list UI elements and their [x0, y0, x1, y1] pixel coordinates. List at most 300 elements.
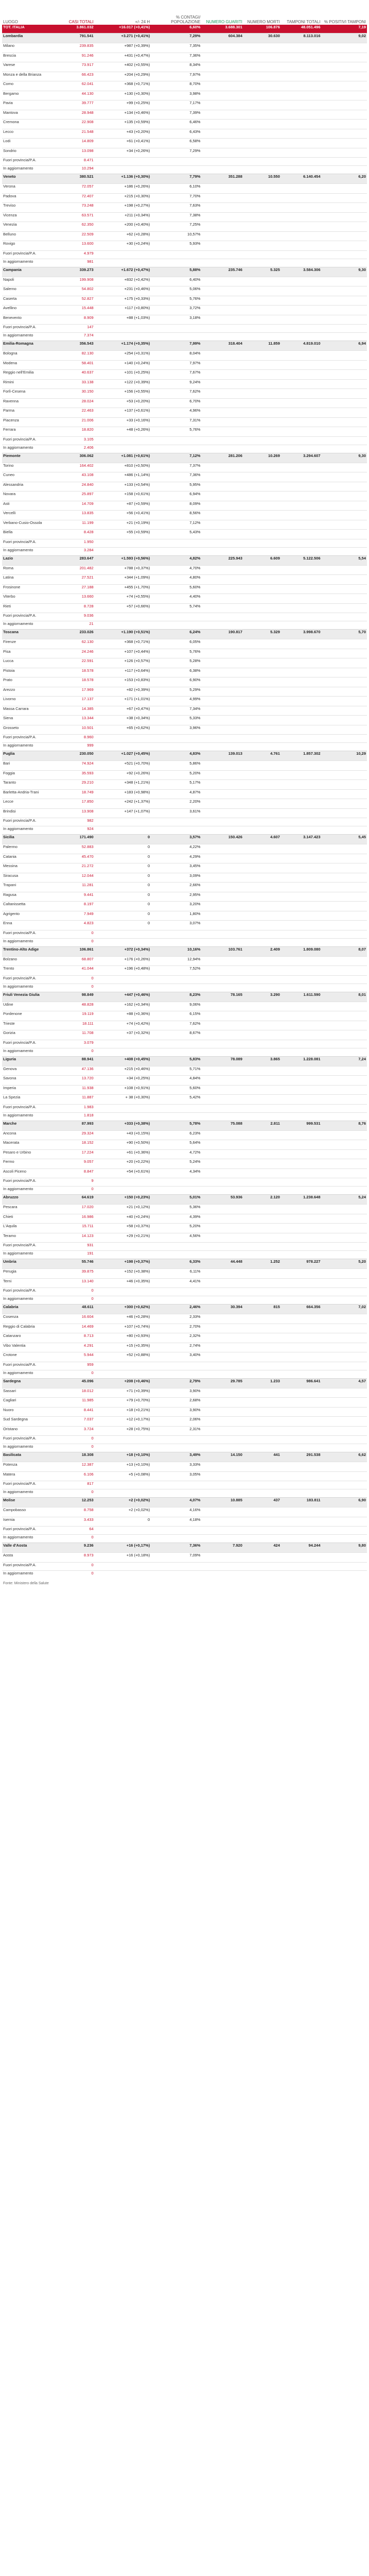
- region-row[interactable]: [2, 1543, 367, 1553]
- empty-cell: [243, 1462, 281, 1472]
- empty-cell: [201, 1489, 243, 1498]
- province-name: Napoli: [2, 277, 45, 286]
- empty-cell: [201, 668, 243, 677]
- empty-cell: [243, 1224, 281, 1233]
- agg-row-cases: 10.294: [45, 166, 94, 174]
- empty-cell: [151, 1535, 201, 1543]
- province-cases: 17.137: [45, 697, 94, 706]
- province-pct: 3,33%: [151, 1462, 201, 1472]
- region-tests: 986.641: [281, 1378, 322, 1388]
- agg-row-label: In aggiornamento: [2, 1489, 45, 1498]
- empty-cell: [243, 1076, 281, 1086]
- region-row[interactable]: [2, 1452, 367, 1462]
- agg-row-label: In aggiornamento: [2, 1296, 45, 1304]
- empty-cell: [201, 184, 243, 194]
- empty-cell: [281, 1553, 322, 1563]
- empty-cell: [201, 584, 243, 594]
- province-name: Rovigo: [2, 241, 45, 251]
- fuori-row-cases: 4.979: [45, 250, 94, 259]
- empty-cell: [322, 649, 367, 658]
- empty-cell: [322, 1159, 367, 1169]
- empty-cell: [243, 333, 281, 341]
- province-delta: +28 (+0,75%): [95, 1426, 151, 1436]
- empty-cell: [322, 761, 367, 771]
- empty-cell: [151, 1481, 201, 1489]
- province-name: Terni: [2, 1278, 45, 1288]
- province-delta: +67 (+0,47%): [95, 706, 151, 716]
- empty-cell: [322, 902, 367, 911]
- region-row[interactable]: [2, 1056, 367, 1066]
- empty-cell: [322, 110, 367, 120]
- province-name: Mantova: [2, 110, 45, 120]
- empty-cell: [95, 1370, 151, 1378]
- region-row[interactable]: [2, 341, 367, 351]
- province-delta: +152 (+0,38%): [95, 1269, 151, 1279]
- empty-cell: [322, 1527, 367, 1535]
- province-delta: +87 (+0,59%): [95, 501, 151, 511]
- empty-cell: [201, 1021, 243, 1030]
- total-cases: 3.861.032: [45, 25, 94, 33]
- province-pct: 8,04%: [151, 351, 201, 361]
- fuori-row-label: Fuori provincia/P.A.: [2, 930, 45, 938]
- empty-cell: [243, 938, 281, 946]
- province-delta: +368 (+0,71%): [95, 639, 151, 649]
- province-pct: 7,17%: [151, 100, 201, 110]
- total-pct: 6,60%: [151, 25, 201, 33]
- empty-cell: [281, 1535, 322, 1543]
- province-row: [2, 1130, 367, 1140]
- empty-cell: [281, 360, 322, 370]
- empty-cell: [281, 613, 322, 621]
- region-row[interactable]: [2, 1378, 367, 1388]
- region-delta: +1.593 (+0,56%): [95, 555, 151, 565]
- region-deaths: 437: [243, 1498, 281, 1507]
- empty-cell: [281, 799, 322, 809]
- empty-cell: [151, 1048, 201, 1056]
- province-pct: 7,97%: [151, 360, 201, 370]
- province-pct: 5,20%: [151, 770, 201, 780]
- col-morti[interactable]: NUMERO MORTI: [247, 20, 280, 24]
- province-name: Catanzaro: [2, 1333, 45, 1343]
- agg-row-label: In aggiornamento: [2, 1048, 45, 1056]
- province-pct: 5,76%: [151, 649, 201, 658]
- empty-cell: [243, 826, 281, 835]
- province-row: [2, 472, 367, 482]
- empty-cell: [201, 110, 243, 120]
- province-pct: 3,90%: [151, 1388, 201, 1398]
- empty-cell: [322, 770, 367, 780]
- province-pct: 4,39%: [151, 1214, 201, 1224]
- empty-cell: [322, 501, 367, 511]
- empty-cell: [201, 1251, 243, 1259]
- province-cases: 18.111: [45, 1021, 94, 1030]
- empty-cell: [281, 547, 322, 555]
- province-cases: 72.407: [45, 193, 94, 203]
- empty-cell: [281, 306, 322, 315]
- province-cases: 8.713: [45, 1333, 94, 1343]
- empty-cell: [322, 1562, 367, 1570]
- empty-cell: [243, 445, 281, 453]
- province-cases: 7.949: [45, 911, 94, 921]
- province-cases: 74.924: [45, 761, 94, 771]
- region-name: Lombardia: [2, 33, 45, 43]
- empty-cell: [243, 1314, 281, 1324]
- empty-cell: [201, 398, 243, 408]
- empty-cell: [201, 575, 243, 585]
- province-pct: 4,56%: [151, 1233, 201, 1243]
- empty-cell: [201, 1507, 243, 1517]
- empty-cell: [322, 975, 367, 984]
- empty-cell: [281, 1570, 322, 1579]
- empty-cell: [201, 1104, 243, 1112]
- province-cases: 48.828: [45, 1002, 94, 1011]
- empty-cell: [322, 139, 367, 148]
- empty-cell: [281, 241, 322, 251]
- province-delta: 0: [95, 844, 151, 854]
- region-deaths: 10.269: [243, 453, 281, 463]
- empty-cell: [322, 658, 367, 668]
- empty-cell: [322, 530, 367, 539]
- empty-cell: [243, 911, 281, 921]
- province-cases: 8.428: [45, 530, 94, 539]
- province-name: Sud Sardegna: [2, 1417, 45, 1427]
- empty-cell: [201, 603, 243, 613]
- province-row: [2, 1168, 367, 1178]
- empty-cell: [281, 902, 322, 911]
- empty-cell: [243, 584, 281, 594]
- province-delta: +18 (+0,21%): [95, 1407, 151, 1417]
- region-row[interactable]: [2, 174, 367, 184]
- province-name: Messina: [2, 863, 45, 873]
- fuori-row: [2, 818, 367, 826]
- empty-cell: [322, 315, 367, 325]
- empty-cell: [243, 1535, 281, 1543]
- empty-cell: [201, 472, 243, 482]
- empty-cell: [243, 1233, 281, 1243]
- col-ratio[interactable]: % POSITIVI TAMPONI: [324, 20, 366, 24]
- region-pct: 7,99%: [151, 341, 201, 351]
- empty-cell: [243, 231, 281, 241]
- province-name: Avellino: [2, 306, 45, 315]
- province-delta: +126 (+0,57%): [95, 658, 151, 668]
- province-delta: +46 (+0,28%): [95, 1314, 151, 1324]
- empty-cell: [322, 1205, 367, 1214]
- region-row[interactable]: [2, 1259, 367, 1269]
- region-pct: 3,57%: [151, 835, 201, 844]
- empty-cell: [151, 158, 201, 166]
- empty-cell: [281, 1444, 322, 1452]
- province-delta: +176 (+0,26%): [95, 956, 151, 966]
- empty-cell: [201, 193, 243, 203]
- fuori-row-label: Fuori provincia/P.A.: [2, 613, 45, 621]
- empty-cell: [322, 1324, 367, 1333]
- empty-cell: [201, 222, 243, 232]
- empty-cell: [201, 286, 243, 296]
- empty-cell: [243, 956, 281, 966]
- empty-cell: [243, 306, 281, 315]
- empty-cell: [201, 436, 243, 445]
- empty-cell: [243, 1002, 281, 1011]
- empty-cell: [281, 1076, 322, 1086]
- empty-cell: [243, 463, 281, 472]
- col-guariti[interactable]: NUMERO GUARITI: [206, 20, 242, 24]
- fuori-row-cases: 1.983: [45, 1104, 94, 1112]
- empty-cell: [243, 1130, 281, 1140]
- region-name: Toscana: [2, 630, 45, 639]
- province-row: [2, 351, 367, 361]
- region-ratio: 6,90: [322, 1498, 367, 1507]
- province-pct: 7,62%: [151, 1021, 201, 1030]
- empty-cell: [201, 1076, 243, 1086]
- province-pct: 6,10%: [151, 184, 201, 194]
- col-delta[interactable]: +/- 24 H: [135, 20, 150, 24]
- empty-cell: [322, 613, 367, 621]
- empty-cell: [281, 854, 322, 863]
- province-name: Siracusa: [2, 873, 45, 883]
- agg-row: [2, 1296, 367, 1304]
- region-name: Campania: [2, 267, 45, 277]
- empty-cell: [322, 231, 367, 241]
- empty-cell: [201, 1417, 243, 1427]
- region-delta: +1.190 (+0,51%): [95, 630, 151, 639]
- region-row[interactable]: [2, 1195, 367, 1205]
- region-row[interactable]: [2, 267, 367, 277]
- province-name: Lucca: [2, 658, 45, 668]
- empty-cell: [322, 1048, 367, 1056]
- empty-cell: [322, 883, 367, 892]
- empty-cell: [201, 1030, 243, 1040]
- agg-row-label: In aggiornamento: [2, 1251, 45, 1259]
- empty-cell: [322, 1112, 367, 1121]
- region-row[interactable]: [2, 555, 367, 565]
- province-cases: 18.749: [45, 789, 94, 799]
- empty-cell: [281, 511, 322, 520]
- province-delta: +175 (+0,33%): [95, 296, 151, 306]
- province-pct: 5,71%: [151, 1066, 201, 1076]
- province-pct: 6,11%: [151, 1269, 201, 1279]
- province-pct: 3,45%: [151, 863, 201, 873]
- empty-cell: [201, 1570, 243, 1579]
- fuori-row: [2, 1481, 367, 1489]
- fuori-row: [2, 1362, 367, 1370]
- empty-cell: [243, 1417, 281, 1427]
- province-cases: 47.136: [45, 1066, 94, 1076]
- empty-cell: [322, 1553, 367, 1563]
- region-tests: 3.584.306: [281, 267, 322, 277]
- region-row[interactable]: [2, 992, 367, 1002]
- empty-cell: [322, 1168, 367, 1178]
- col-casi[interactable]: CASI TOTALI: [68, 20, 94, 24]
- empty-cell: [281, 72, 322, 81]
- province-name: Gorizia: [2, 1030, 45, 1040]
- province-cases: 18.152: [45, 1140, 94, 1150]
- province-cases: 45.470: [45, 854, 94, 863]
- region-row[interactable]: [2, 946, 367, 956]
- fuori-row: [2, 1436, 367, 1444]
- fuori-row: [2, 930, 367, 938]
- agg-row-label: In aggiornamento: [2, 166, 45, 174]
- empty-cell: [322, 639, 367, 649]
- empty-cell: [281, 539, 322, 547]
- col-pct[interactable]: % CONTAGI/ POPOLAZIONE: [171, 15, 201, 24]
- empty-cell: [201, 72, 243, 81]
- empty-cell: [281, 1168, 322, 1178]
- agg-row: [2, 1570, 367, 1579]
- province-pct: 3,05%: [151, 1471, 201, 1481]
- empty-cell: [281, 966, 322, 976]
- province-delta: +788 (+0,37%): [95, 565, 151, 575]
- empty-cell: [201, 844, 243, 854]
- col-luogo[interactable]: LUOGO: [3, 20, 18, 24]
- province-delta: +107 (+0,44%): [95, 649, 151, 658]
- empty-cell: [201, 1370, 243, 1378]
- empty-cell: [95, 1489, 151, 1498]
- province-pct: 3,07%: [151, 921, 201, 930]
- empty-cell: [201, 808, 243, 818]
- province-pct: 3,40%: [151, 1352, 201, 1362]
- empty-cell: [322, 1370, 367, 1378]
- empty-cell: [281, 231, 322, 241]
- region-name: Lazio: [2, 555, 45, 565]
- covid-table: [2, 0, 367, 1579]
- province-pct: 7,36%: [151, 472, 201, 482]
- empty-cell: [243, 158, 281, 166]
- empty-cell: [243, 1030, 281, 1040]
- empty-cell: [322, 1444, 367, 1452]
- empty-cell: [322, 212, 367, 222]
- region-row[interactable]: [2, 1121, 367, 1130]
- empty-cell: [201, 892, 243, 902]
- province-delta: +402 (+0,55%): [95, 62, 151, 72]
- empty-cell: [243, 687, 281, 697]
- province-row: [2, 1085, 367, 1095]
- province-name: Ferrara: [2, 427, 45, 437]
- col-tamponi[interactable]: TAMPONI TOTALI: [287, 20, 321, 24]
- empty-cell: [243, 743, 281, 751]
- empty-cell: [95, 333, 151, 341]
- empty-cell: [281, 203, 322, 213]
- empty-cell: [281, 1040, 322, 1048]
- empty-cell: [151, 1187, 201, 1195]
- region-cases: 98.849: [45, 992, 94, 1002]
- province-pct: 5,24%: [151, 1159, 201, 1169]
- empty-cell: [201, 1343, 243, 1352]
- region-row[interactable]: [2, 1498, 367, 1507]
- fuori-row: [2, 436, 367, 445]
- province-delta: 0: [95, 883, 151, 892]
- empty-cell: [201, 539, 243, 547]
- empty-cell: [201, 1553, 243, 1563]
- province-pct: 9,24%: [151, 379, 201, 389]
- empty-cell: [201, 902, 243, 911]
- empty-cell: [243, 1388, 281, 1398]
- province-name: Padova: [2, 193, 45, 203]
- empty-cell: [243, 930, 281, 938]
- region-cases: 306.062: [45, 453, 94, 463]
- province-name: Latina: [2, 575, 45, 585]
- region-deaths: 441: [243, 1452, 281, 1462]
- province-row: [2, 1021, 367, 1030]
- empty-cell: [322, 603, 367, 613]
- empty-cell: [281, 697, 322, 706]
- province-row: [2, 1553, 367, 1563]
- empty-cell: [281, 565, 322, 575]
- region-row[interactable]: [2, 1304, 367, 1314]
- province-pct: 8,09%: [151, 501, 201, 511]
- province-row: [2, 1159, 367, 1169]
- empty-cell: [201, 780, 243, 790]
- empty-cell: [281, 1251, 322, 1259]
- province-name: Brescia: [2, 53, 45, 62]
- empty-cell: [281, 1224, 322, 1233]
- region-ratio: 6,94: [322, 341, 367, 351]
- region-row[interactable]: [2, 835, 367, 844]
- empty-cell: [281, 1426, 322, 1436]
- province-row: [2, 639, 367, 649]
- province-row: [2, 1507, 367, 1517]
- empty-cell: [281, 1507, 322, 1517]
- empty-cell: [201, 53, 243, 62]
- empty-cell: [243, 62, 281, 72]
- province-row: [2, 408, 367, 418]
- empty-cell: [151, 259, 201, 267]
- empty-cell: [243, 325, 281, 333]
- province-row: [2, 1095, 367, 1105]
- province-pct: 4,16%: [151, 1507, 201, 1517]
- region-ratio: 8,07: [322, 946, 367, 956]
- empty-cell: [322, 1243, 367, 1251]
- empty-cell: [281, 735, 322, 743]
- province-delta: +107 (+0,74%): [95, 1324, 151, 1333]
- region-row[interactable]: [2, 453, 367, 463]
- empty-cell: [243, 984, 281, 992]
- region-row[interactable]: [2, 751, 367, 761]
- region-delta: +1.027 (+0,45%): [95, 751, 151, 761]
- fuori-row: [2, 325, 367, 333]
- province-row: [2, 725, 367, 735]
- fuori-row-label: Fuori provincia/P.A.: [2, 818, 45, 826]
- fuori-row-label: Fuori provincia/P.A.: [2, 539, 45, 547]
- province-name: Siena: [2, 716, 45, 725]
- region-tests: 1.857.302: [281, 751, 322, 761]
- table-header: [2, 0, 367, 25]
- region-row[interactable]: [2, 33, 367, 43]
- empty-cell: [322, 938, 367, 946]
- empty-cell: [281, 530, 322, 539]
- fuori-row-label: Fuori provincia/P.A.: [2, 975, 45, 984]
- empty-cell: [201, 501, 243, 511]
- province-name: Ancona: [2, 1130, 45, 1140]
- region-recovered: 29.785: [201, 1378, 243, 1388]
- province-name: Barletta-Andria-Trani: [2, 789, 45, 799]
- province-pct: 4,70%: [151, 565, 201, 575]
- province-cases: 13.908: [45, 808, 94, 818]
- empty-cell: [151, 250, 201, 259]
- agg-row: [2, 259, 367, 267]
- region-recovered: 78.165: [201, 992, 243, 1002]
- empty-cell: [243, 770, 281, 780]
- agg-row-label: In aggiornamento: [2, 1570, 45, 1579]
- province-name: Rieti: [2, 603, 45, 613]
- province-pct: 7,36%: [151, 53, 201, 62]
- empty-cell: [243, 472, 281, 482]
- empty-cell: [95, 1104, 151, 1112]
- empty-cell: [322, 863, 367, 873]
- region-row[interactable]: [2, 630, 367, 639]
- empty-cell: [201, 315, 243, 325]
- province-row: [2, 677, 367, 687]
- empty-cell: [95, 445, 151, 453]
